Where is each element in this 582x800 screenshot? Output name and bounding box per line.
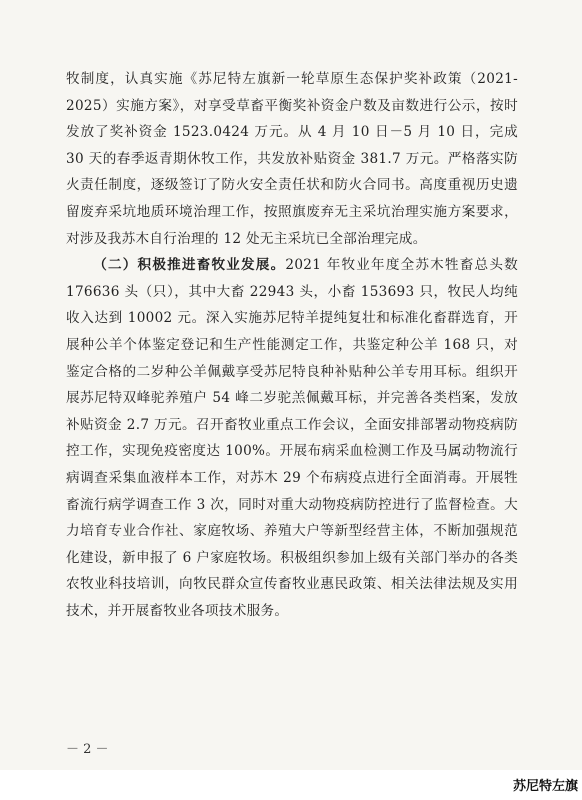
section-heading-livestock: （二）积极推进畜牧业发展。	[93, 257, 286, 274]
source-watermark: 苏尼特左旗	[512, 779, 578, 794]
document-body	[66, 66, 518, 624]
paragraph-livestock	[66, 252, 518, 624]
section-body-livestock: 2021 年牧业年度全苏木牲畜总头数 176636 头（只），其中大畜 22943 头，小畜 153693 只，牧民人均纯收入达到 10002 元。深入实施苏尼特羊提纯复壮和标准化畜群选育，开展种公羊个体鉴定登记和生产性能测定工作，共鉴定种公羊 168 只，对鉴定合格的二岁种公羊佩戴享受苏尼特良种补贴种公羊专用耳标。组织开展苏尼特双峰驼养殖户 54 峰二岁驼羔佩戴耳标，并完善各类档案，发放补贴资金 2.7 万元。召开畜牧业重点工作会议，全面安排部署动物疫病防控工作，实现免疫密度达 100%。开展布病采血检测工作及马属动物流行病调查采集血液样本工作，对苏木 29 个布病疫点进行全面消毒。开展牲畜流行病学调查工作 3 次，同时对重大动物疫病防控进行了监督检查。大力培育专业合作社、家庭牧场、养殖大户等新型经营主体，不断加强规范化建设，新申报了 6 户家庭牧场。积极组织参加上级有关部门举办的各类农牧业科技培训，向牧民群众宣传畜牧业惠民政策、相关法律法规及实用技术，并开展畜牧业各项技术服务。	[66, 257, 518, 619]
page-number: － 2 －	[66, 742, 109, 757]
paragraph-grassland-policy: 牧制度，认真实施《苏尼特左旗新一轮草原生态保护奖补政策（2021-2025）实施方案》，对享受草畜平衡奖补资金户数及亩数进行公示，按时发放了奖补资金 1523.0424 万元。从 4 月 10 日－5 月 10 日，完成 30 天的春季返青期休牧工作，共发放补贴资金 381.7 万元。严格落实防火责任制度，逐级签订了防火安全责任状和防火合同书。高度重视历史遗留废弃采坑地质环境治理工作，按照旗废弃无主采坑治理实施方案要求，对涉及我苏木自行治理的 12 处无主采坑已全部治理完成。	[66, 71, 518, 247]
